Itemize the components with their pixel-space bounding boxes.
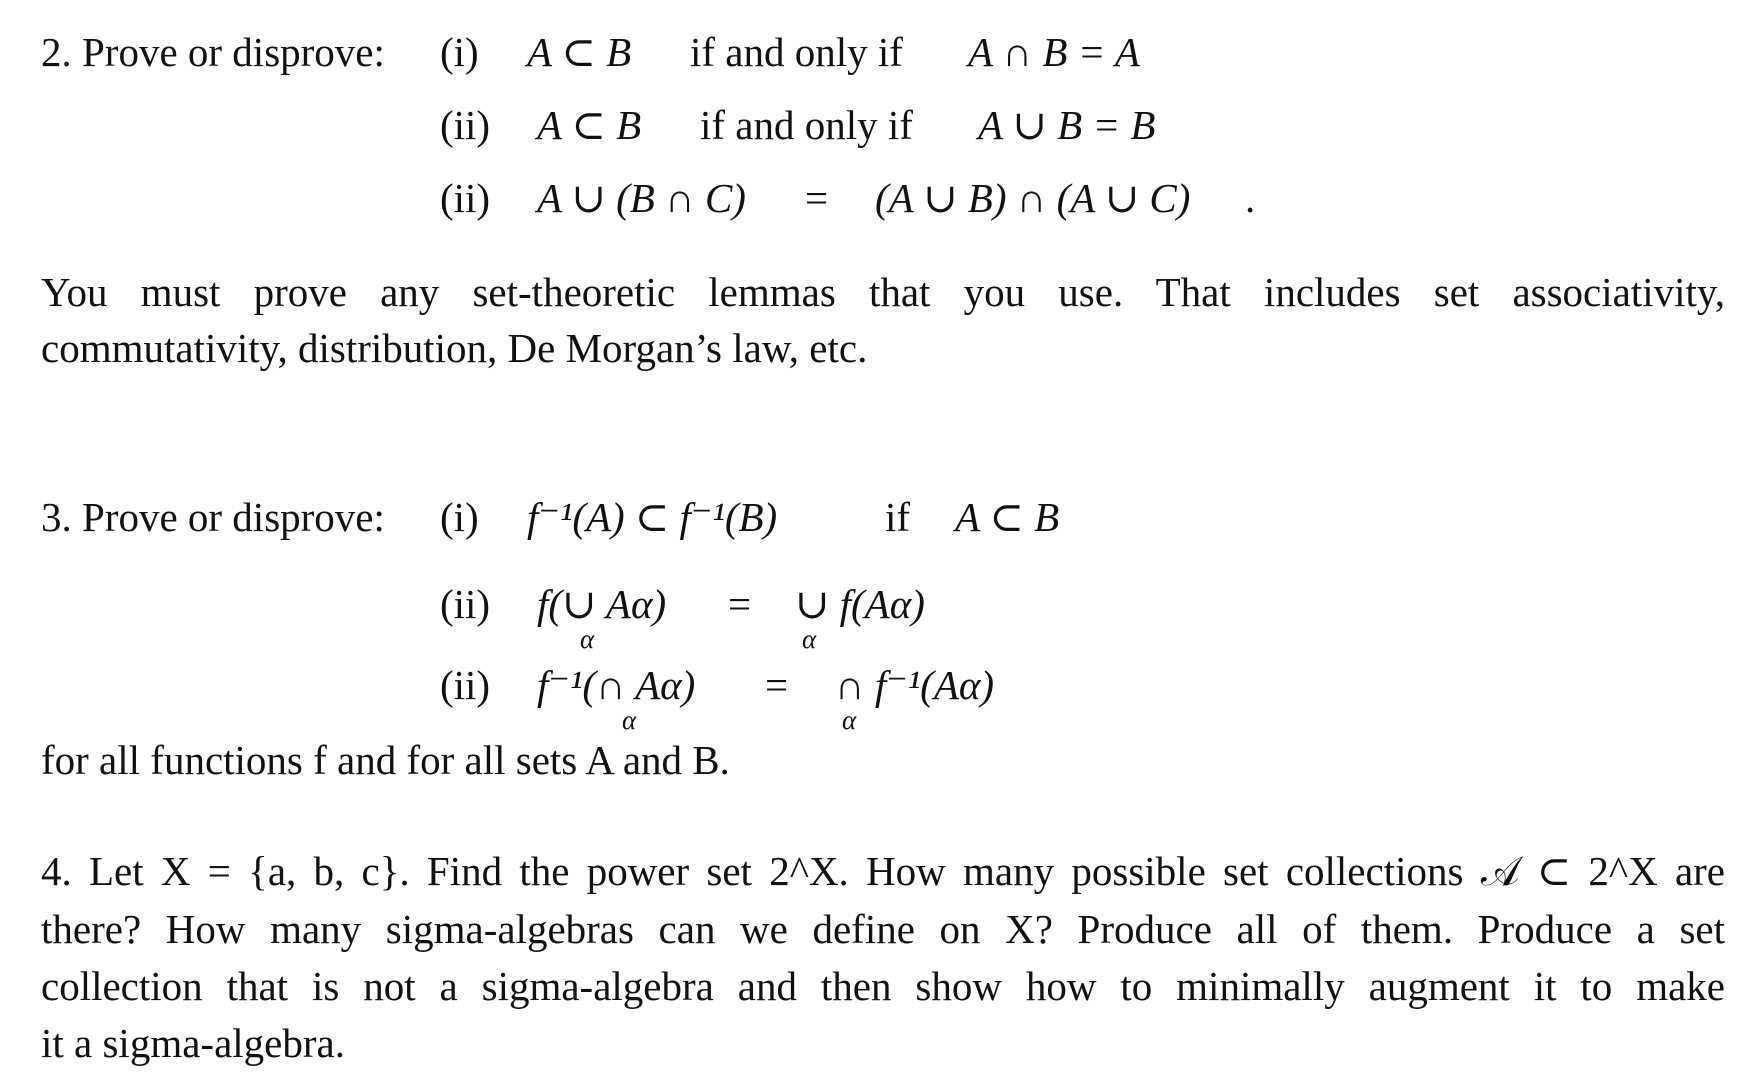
problem-2-item-2-rhs: A ∪ B = B [978,102,1156,148]
problem-2-item-1-conn: if and only if [690,29,903,75]
problem-2-item-3-rhs: (A ∪ B) ∩ (A ∪ C) [875,175,1191,221]
problem-3-footer: for all functions f and for all sets A and B. [41,737,730,783]
problem-2-item-1-label: (i) [440,29,479,75]
problem-2-item-2-label: (ii) [440,102,491,148]
problem-4-line-3: collection that is not a sigma-algebra and then show how to minimally augment it to make [41,963,1725,1009]
problem-2-lead: 2. Prove or disprove: [41,29,385,75]
problem-3-item-1-conn: if [885,494,911,540]
problem-3-item-3-rhs-index: α [842,705,857,735]
problem-3-item-2-lhs: f(∪ Aα) [537,581,667,627]
problem-3-item-2-label: (ii) [440,581,491,627]
problem-2-item-3-eq: = [805,175,829,221]
problem-3-item-2-lhs-index: α [580,624,595,654]
problem-3-item-1-rhs: A ⊂ B [955,494,1060,540]
problem-3-item-1-lhs: f⁻¹(A) ⊂ f⁻¹(B) [527,494,778,540]
problem-4-line-1: 4. Let X = {a, b, c}. Find the power set 2^X. How many possible set collections 𝒜 ⊂ 2^X are [41,848,1725,894]
problem-2-item-1-rhs: A ∩ B = A [968,29,1140,75]
problem-2-item-3-label: (ii) [440,175,491,221]
problem-2-item-2-conn: if and only if [700,102,913,148]
problem-4-line-2: there? How many sigma-algebras can we define on X? Produce all of them. Produce a set [41,906,1725,952]
problem-3-lead: 3. Prove or disprove: [41,494,385,540]
problem-3-item-3-lhs: f⁻¹(∩ Aα) [537,662,696,708]
problem-3-item-2-rhs: ∪ f(Aα) [795,581,925,627]
problem-2-note-line-2: commutativity, distribution, De Morgan’s law, etc. [41,325,868,371]
problem-3-item-2-rhs-index: α [802,624,817,654]
problem-3-item-3-rhs: ∩ f⁻¹(Aα) [835,662,995,708]
problem-3-item-1-label: (i) [440,494,479,540]
problem-2-item-2-lhs: A ⊂ B [537,102,642,148]
problem-3-item-3-eq: = [765,662,789,708]
problem-2-item-3-tail: . [1245,175,1256,221]
problem-4-line-4: it a sigma-algebra. [41,1020,345,1066]
problem-3-item-3-label: (ii) [440,662,491,708]
problem-3-item-3-lhs-index: α [622,705,637,735]
problem-2-note-line-1: You must prove any set-theoretic lemmas that you use. That includes set associativity, [41,269,1725,315]
problem-2-item-1-lhs: A ⊂ B [527,29,632,75]
problem-3-item-2-eq: = [728,581,752,627]
problem-2-item-3-lhs: A ∪ (B ∩ C) [537,175,746,221]
